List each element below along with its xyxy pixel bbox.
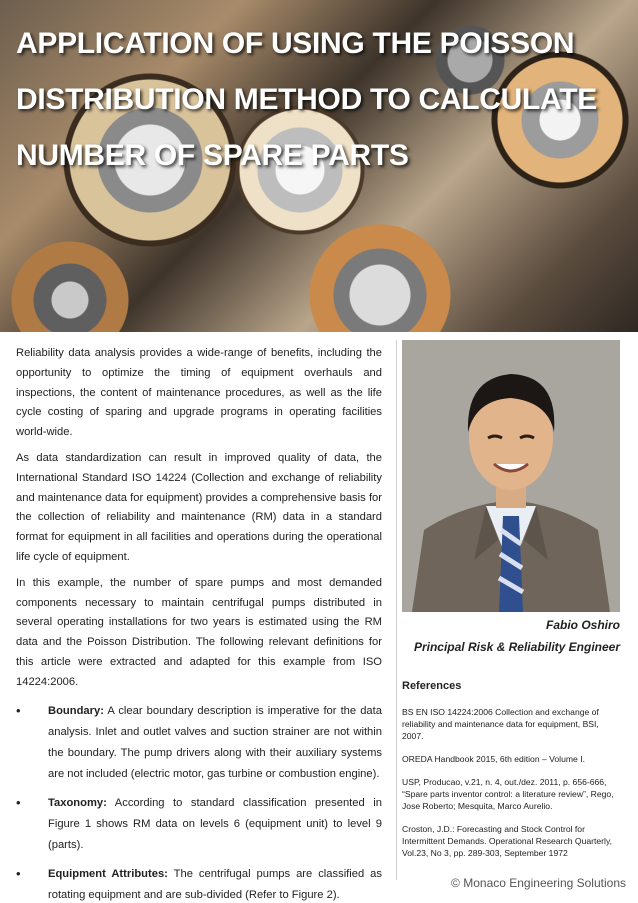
definition-description: According to standard classification presented in Figure 1 shows RM data on levels 6 (equipment unit) to level 9 (parts). bbox=[48, 796, 382, 851]
body-paragraph: Reliability data analysis provides a wide-range of benefits, including the opportunity to optimize the timing of equipment overhauls and inspections, the content of maintenance procedures, as well as the life cycle costing of sparing and upgrade programs in operating facilities world-wide. bbox=[16, 347, 382, 439]
reference-item: OREDA Handbook 2015, 6th edition – Volume I. bbox=[402, 754, 585, 764]
definition-item-boundary bbox=[16, 701, 382, 785]
definition-text bbox=[48, 864, 382, 903]
definition-term: Equipment Attributes: bbox=[48, 867, 168, 880]
author-portrait-illustration bbox=[402, 340, 620, 612]
references-section bbox=[402, 680, 620, 870]
author-name: Fabio Oshiro bbox=[545, 618, 620, 632]
page-title: APPLICATION OF USING THE POISSON DISTRIBUTION METHOD TO CALCULATE NUMBER OF SPARE PARTS bbox=[16, 27, 597, 172]
definition-term: Boundary: bbox=[48, 704, 104, 717]
copyright-footer: © Monaco Engineering Solutions bbox=[451, 876, 626, 890]
definition-description: A clear boundary description is imperative for the data analysis. Inlet and outlet valves and suction strainer are not within the boundary. The pump drivers along with their auxiliary systems are not included (electric motor, gas turbine or combustion engine). bbox=[48, 704, 382, 780]
body-paragraph: In this example, the number of spare pumps and most demanded components necessary to maintain centrifugal pumps distributed in several operating installations for two years is estimated using the RM data and the Poisson Distribution. The following relevant definitions for this article were extracted and adapted for this example from ISO 14224:2006. bbox=[16, 576, 382, 688]
definition-term: Taxonomy: bbox=[48, 796, 107, 809]
body-paragraph: As data standardization can result in improved quality of data, the International Standard ISO 14224 (Collection and exchange of reliability and maintenance data for equipment) provides a comprehensive basis for the collection of reliability and maintenance (RM) data in a standard format for equipment in all facilities and operations during the operational life cycle of equipment. bbox=[16, 451, 382, 563]
bullet-icon: • bbox=[16, 865, 21, 881]
reference-item: BS EN ISO 14224:2006 Collection and exchange of reliability and maintenance data for equipment, BSI, 2007. bbox=[402, 707, 599, 741]
author-credit bbox=[402, 614, 620, 658]
bullet-icon: • bbox=[16, 794, 21, 810]
reference-item: USP, Producao, v.21, n. 4, out./dez. 2011, p. 656-666, “Spare parts inventor control: a literature review”, Rego, Jose Roberto; Mesquita, Marco Aurelio. bbox=[402, 777, 614, 811]
definition-item-taxonomy bbox=[16, 793, 382, 856]
author-photo bbox=[402, 340, 620, 612]
definition-item-equipment-attributes bbox=[16, 864, 382, 903]
definition-text bbox=[48, 793, 382, 856]
reference-item: Croston, J.D.: Forecasting and Stock Control for Intermittent Demands. Operational Research Quarterly, Vol.23, No 3, pp. 289-303, September 1972 bbox=[402, 824, 613, 858]
definition-description: The centrifugal pumps are classified as rotating equipment and are sub-divided (Refer to Figure 2). bbox=[48, 867, 382, 901]
definition-text bbox=[48, 701, 382, 785]
bullet-icon: • bbox=[16, 702, 21, 718]
author-role: Principal Risk & Reliability Engineer bbox=[413, 640, 620, 654]
references-heading: References bbox=[402, 680, 462, 692]
hero-banner bbox=[0, 0, 638, 332]
article-body bbox=[16, 344, 382, 903]
column-divider bbox=[396, 340, 397, 880]
